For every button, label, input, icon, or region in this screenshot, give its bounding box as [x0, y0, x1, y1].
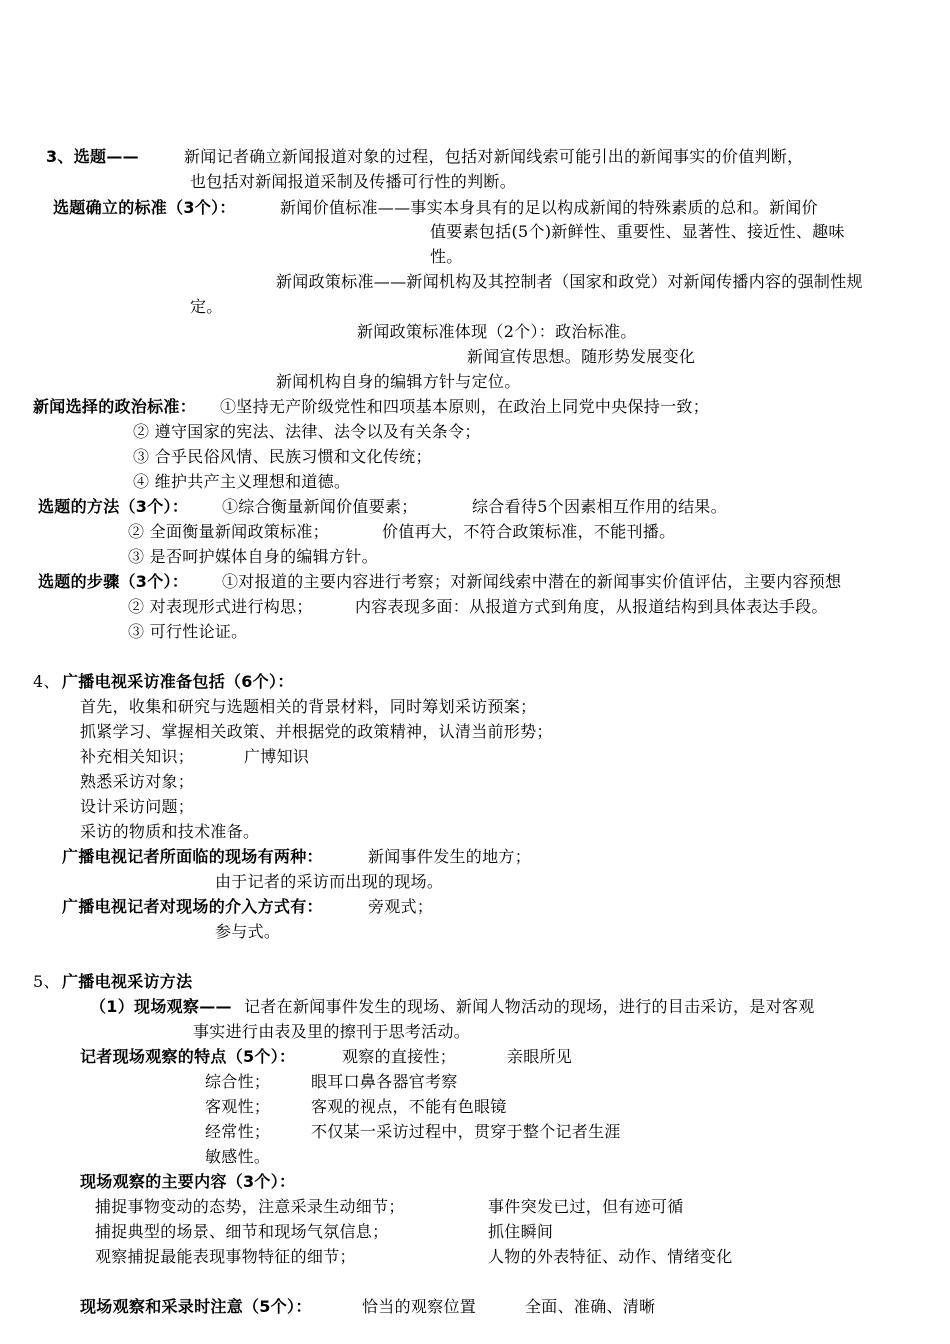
editorial-policy-standard: 新闻机构自身的编辑方针与定位。	[276, 372, 521, 391]
content-item-3-note: 人物的外表特征、动作、情绪变化	[488, 1247, 733, 1266]
selection-method-1: ①综合衡量新闻价值要素；	[222, 497, 418, 516]
prep-item-3-note: 广博知识	[244, 747, 310, 766]
feature-1: 观察的直接性；	[342, 1047, 457, 1066]
section-5-number: 5、	[33, 972, 60, 991]
political-standard-2: ② 遵守国家的宪法、法律、法令以及有关条令；	[133, 422, 481, 441]
political-standard-4: ④ 维护共产主义理想和道德。	[133, 472, 351, 491]
selection-step-2-note: 内容表现多面：从报道方式到角度，从报道结构到具体表达手段。	[355, 597, 828, 616]
selection-step-1: ①对报道的主要内容进行考察；对新闻线索中潜在的新闻事实价值评估，主要内容预想	[222, 572, 842, 591]
selection-method-2: ② 全面衡量新闻政策标准；	[128, 522, 329, 541]
feature-5: 敏感性。	[205, 1147, 271, 1166]
observation-notes-label: 现场观察和采录时注意（5个）：	[80, 1297, 312, 1316]
feature-2-note: 眼耳口鼻各器官考察	[311, 1072, 458, 1091]
feature-4-note: 不仅某一采访过程中，贯穿于整个记者生涯	[311, 1122, 621, 1141]
feature-1-note: 亲眼所见	[507, 1047, 573, 1066]
note-item-1: 恰当的观察位置	[362, 1297, 477, 1316]
field-observation-definition-1: 记者在新闻事件发生的现场、新闻人物活动的现场，进行的目击采访，是对客观	[244, 997, 815, 1016]
content-item-1-note: 事件突发已过，但有迹可循	[488, 1197, 684, 1216]
selection-method-3: ③ 是否呵护媒体自身的编辑方针。	[128, 547, 378, 566]
selection-definition-line-1: 新闻记者确立新闻报道对象的过程，包括对新闻线索可能引出的新闻事实的价值判断，	[184, 147, 804, 166]
scene-types-label: 广播电视记者所面临的现场有两种：	[62, 847, 323, 866]
news-policy-standard-cont: 定。	[190, 297, 223, 316]
policy-embodiment-2: 新闻宣传思想。随形势发展变化	[467, 347, 696, 366]
selection-method-1-note: 综合看待5个因素相互作用的结果。	[472, 497, 727, 516]
news-value-elements-cont: 性。	[430, 247, 463, 266]
intervention-mode-2: 参与式。	[215, 922, 281, 941]
field-observation-label: （1）现场观察——	[90, 997, 232, 1016]
prep-item-2: 抓紧学习、掌握相关政策、并根据党的政策精神，认清当前形势；	[80, 722, 553, 741]
section-4-number: 4、	[33, 672, 60, 691]
content-item-2-note: 抓住瞬间	[488, 1222, 554, 1241]
selection-step-2: ② 对表现形式进行构思；	[128, 597, 313, 616]
selection-standard-label: 选题确立的标准（3个）：	[53, 198, 236, 217]
section-4-heading: 广播电视采访准备包括（6个）：	[62, 672, 294, 691]
intervention-mode-1: 旁观式；	[368, 897, 434, 916]
feature-3: 客观性；	[205, 1097, 271, 1116]
prep-item-3: 补充相关知识；	[80, 747, 195, 766]
selection-definition-line-2: 也包括对新闻报道采制及传播可行性的判断。	[190, 172, 517, 191]
prep-item-4: 熟悉采访对象；	[80, 772, 195, 791]
news-policy-standard: 新闻政策标准——新闻机构及其控制者（国家和政党）对新闻传播内容的强制性规	[276, 272, 863, 291]
feature-2: 综合性；	[205, 1072, 271, 1091]
scene-type-2: 由于记者的采访而出现的现场。	[215, 872, 444, 891]
selection-method-label: 选题的方法（3个）：	[38, 497, 189, 516]
prep-item-5: 设计采访问题；	[80, 797, 195, 816]
political-standard-label: 新闻选择的政治标准：	[33, 397, 197, 416]
selection-steps-label: 选题的步骤（3个）：	[38, 572, 189, 591]
observation-features-label: 记者现场观察的特点（5个）：	[80, 1047, 296, 1066]
scene-type-1: 新闻事件发生的地方；	[368, 847, 532, 866]
feature-3-note: 客观的视点，不能有色眼镜	[311, 1097, 507, 1116]
feature-4: 经常性；	[205, 1122, 271, 1141]
field-observation-definition-2: 事实进行由表及里的擦刊于思考活动。	[193, 1022, 471, 1041]
content-item-1: 捕捉事物变动的态势，注意采录生动细节；	[95, 1197, 405, 1216]
prep-item-6: 采访的物质和技术准备。	[80, 822, 260, 841]
content-item-2: 捕捉典型的场景、细节和现场气氛信息；	[95, 1222, 389, 1241]
section-5-heading: 广播电视采访方法	[62, 972, 193, 991]
political-standard-3: ③ 合乎民俗风情、民族习惯和文化传统；	[133, 447, 432, 466]
content-item-3: 观察捕捉最能表现事物特征的细节；	[95, 1247, 356, 1266]
observation-content-label: 现场观察的主要内容（3个）：	[80, 1172, 296, 1191]
political-standard-1: ①坚持无产阶级党性和四项基本原则，在政治上同党中央保持一致；	[220, 397, 710, 416]
policy-embodiment-1: 新闻政策标准体现（2个）：政治标准。	[357, 322, 637, 341]
section-3-heading: 3、选题——	[46, 147, 139, 166]
intervention-mode-label: 广播电视记者对现场的介入方式有：	[62, 897, 323, 916]
note-item-1-detail: 全面、准确、清晰	[525, 1297, 656, 1316]
prep-item-1: 首先，收集和研究与选题相关的背景材料，同时筹划采访预案；	[80, 697, 537, 716]
news-value-elements: 值要素包括(5个)新鲜性、重要性、显著性、接近性、趣味	[430, 222, 845, 241]
selection-method-2-note: 价值再大，不符合政策标准，不能刊播。	[382, 522, 676, 541]
news-value-standard: 新闻价值标准——事实本身具有的足以构成新闻的特殊素质的总和。新闻价	[280, 198, 818, 217]
selection-step-3: ③ 可行性论证。	[128, 622, 248, 641]
